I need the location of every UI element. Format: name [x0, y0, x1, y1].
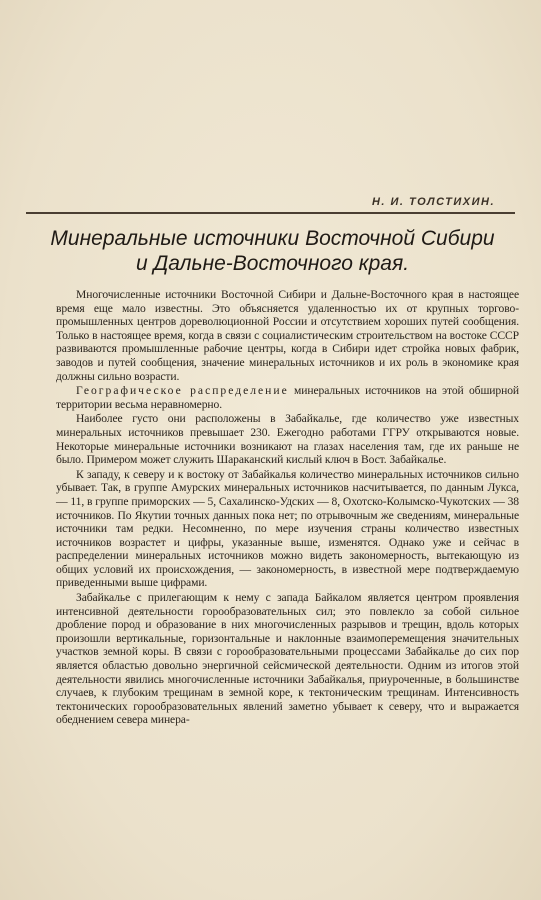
title-line-1: Минеральные источники Восточной Сибири [50, 227, 495, 250]
paragraph-lead: Географическое распределение [76, 384, 289, 398]
article-body [56, 288, 519, 727]
paragraph-5 [56, 591, 519, 727]
paragraph-2 [56, 384, 519, 411]
paragraph-text: Наиболее густо они расположены в Забайкалье, где количество уже известных минеральных источников превышает 230. Ежегодно работами ГГРУ открываются новые. Некоторые минеральные источники возникают на глазах населения там, где их раньше не было. Примером может служить Шараканский кислый ключ в Вост. Забайкалье. [56, 412, 519, 467]
paragraph-text: К западу, к северу и к востоку от Забайкалья количество минеральных источников сильно убывает. Так, в группе Амурских минеральных источников насчитывается, по данным Лукса, — 11, в группе приморских — 5, Сахалинско-Удских — 8, Охотско-Колымско-Чукотских — 38 источников. По Якутии точных данных пока нет; по отрывочным же сведениям, минеральные источники там редки. Несомненно, по мере изучения страны количество известных источников возрастет и цифры, указанные выше, изменятся. Однако уже и сейчас в распределении минеральных источников можно видеть закономерность, вытекающую из общих условий их происхождения, — закономерность, в известной мере подтверждаемую приведенными выше цифрами. [56, 467, 519, 590]
header-rule [26, 212, 515, 214]
article-title [24, 226, 521, 276]
title-line-2: и Дальне-Восточного края. [135, 252, 410, 275]
paragraph-text: Забайкалье с прилегающим к нему с запада Байкалом является центром проявления интенсивной деятельности горообразовательных сил; это повлекло за собой сильное дробление пород и образование в них многочисленных разрывов и трещин, вдоль которых произошли вертикальные, горизонтальные и наклонные взаимоперемещения значительных участков земной коры. В связи с горообразовательными процессами Забайкалье до сих пор является областью довольно энергичной сейсмической деятельности. Одним из итогов этой деятельности явились многочисленные источники Забайкалья, приуроченные, в большинстве случаев, к глубоким трещинам в земной коре, к тектоническим трещинам. Интенсивность тектонических горообразовательных явлений заметно убывает к северу, что и выражается обеднением севера минера- [56, 591, 519, 727]
paragraph-1 [56, 288, 519, 383]
paragraph-text: минеральных источников на этой обширной территории весьма неравномерно. [56, 384, 519, 411]
author-name: Н. И. ТОЛСТИХИН. [371, 196, 495, 208]
paragraph-3 [56, 412, 519, 466]
paragraph-text: Многочисленные источники Восточной Сибири и Дальне-Восточного края в настоящее время еще мало известны. Это объясняется удаленностью их от крупных торгово-промышленных центров дореволюционной России и отсутствием хороших путей сообщения. Только в настоящее время, когда в связи с социалистическим строительством на востоке СССР развиваются промышленные рабочие центры, когда в Сибири идет стройка новых фабрик, заводов и путей сообщения, значение минеральных источников и их роль в экономике края должны сильно возрасти. [56, 288, 519, 383]
paragraph-4 [56, 468, 519, 590]
